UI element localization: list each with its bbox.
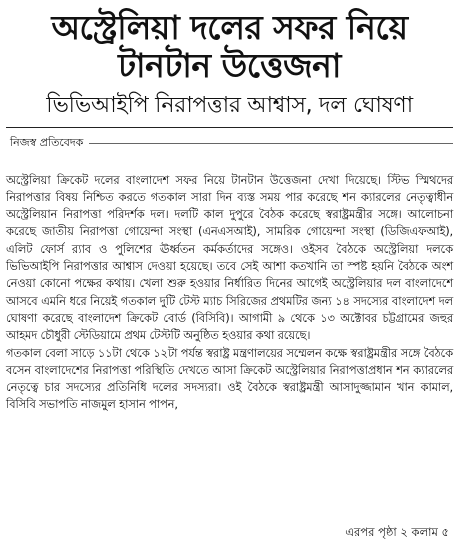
continuation-note: এরপর পৃষ্ঠা ২ কলাম ৫: [345, 525, 449, 539]
article-paragraph-1: অস্ট্রেলিয়া ক্রিকেট দলের বাংলাদেশ সফর নিয়ে টানটান উত্তেজনা দেখা দিয়েছে। স্টিভ স্মিথদের নিরাপত্তার বিষয় নিশ্চিত করতে গতকাল সারা দিন ব্যস্ত সময় পার করেছে শন ক্যারলের নেতৃত্বাধীন অস্ট্রেলিয়ান নিরাপত্তা পরিদর্শক দল। দলটি কাল দুপুরে বৈঠক করেছে স্বরাষ্ট্রমন্ত্রীর সঙ্গে। আলোচনা করেছে জাতীয় নিরাপত্তা গোয়েন্দা সংস্থা (এনএসআই), সামরিক গোয়েন্দা সংস্থা (ডিজিএফআই), এলিট ফোর্স র‍্যাব ও পুলিশের ঊর্ধ্বতন কর্মকর্তাদের সঙ্গেও। ওইসব বৈঠকে অস্ট্রেলিয়া দলকে ভিভিআইপি নিরাপত্তার আশ্বাস দেওয়া হয়েছে। তবে সেই আশা কতখানি তা স্পষ্ট হয়নি বৈঠকে অংশ নেওয়া কোনো পক্ষের কথায়। খেলা শুরু হওয়ার নির্ধারিত দিনের আগেই অস্ট্রেলিয়ার দল বাংলাদেশে আসবে এমনি ধরে নিয়েই গতকাল দুটি টেস্ট ম্যাচ সিরিজের প্রথমটির জন্য ১৪ সদস্যের বাংলাদেশ দল ঘোষণা করেছে বাংলাদেশ ক্রিকেট বোর্ড (বিসিবি)। আগামী ৯ থেকে ১৩ অক্টোবর চট্টগ্রামের জহুর আহমদ চৌধুরী স্টেডিয়ামে প্রথম টেস্টটি অনুষ্ঠিত হওয়ার কথা রয়েছে।: [6, 172, 453, 343]
byline-row: [6, 134, 453, 154]
byline: নিজস্ব প্রতিবেদক: [10, 136, 84, 150]
article-body: [6, 172, 453, 414]
article-paragraph-2: গতকাল বেলা সাড়ে ১১টা থেকে ১২টা পর্যন্ত স্বরাষ্ট্র মন্ত্রণালয়ের সম্মেলন কক্ষে স্বরাষ্ট্রমন্ত্রীর সঙ্গে বৈঠকে বসেন বাংলাদেশের নিরাপত্তা পরিস্থিতি দেখতে আসা ক্রিকেট অস্ট্রেলিয়ার নিরাপত্তাপ্রধান শন ক্যারলের নেতৃত্বে চার সদস্যের প্রতিনিধি দলের সদস্যরা। ওই বৈঠকে স্বরাষ্ট্রমন্ত্রী আসাদুজ্জামান খান কামাল, বিসিবি সভাপতি নাজমুল হাসান পাপন,: [6, 345, 453, 412]
headline-line-1: অস্ট্রেলিয়া দলের সফর নিয়ে: [51, 8, 408, 47]
headline-line-2: টানটান উত্তেজনা: [118, 45, 341, 85]
byline-divider: [89, 143, 453, 144]
subheadline-divider: [6, 127, 453, 128]
subheadline: ভিভিআইপি নিরাপত্তার আশ্বাস, দল ঘোষণা: [46, 93, 413, 119]
